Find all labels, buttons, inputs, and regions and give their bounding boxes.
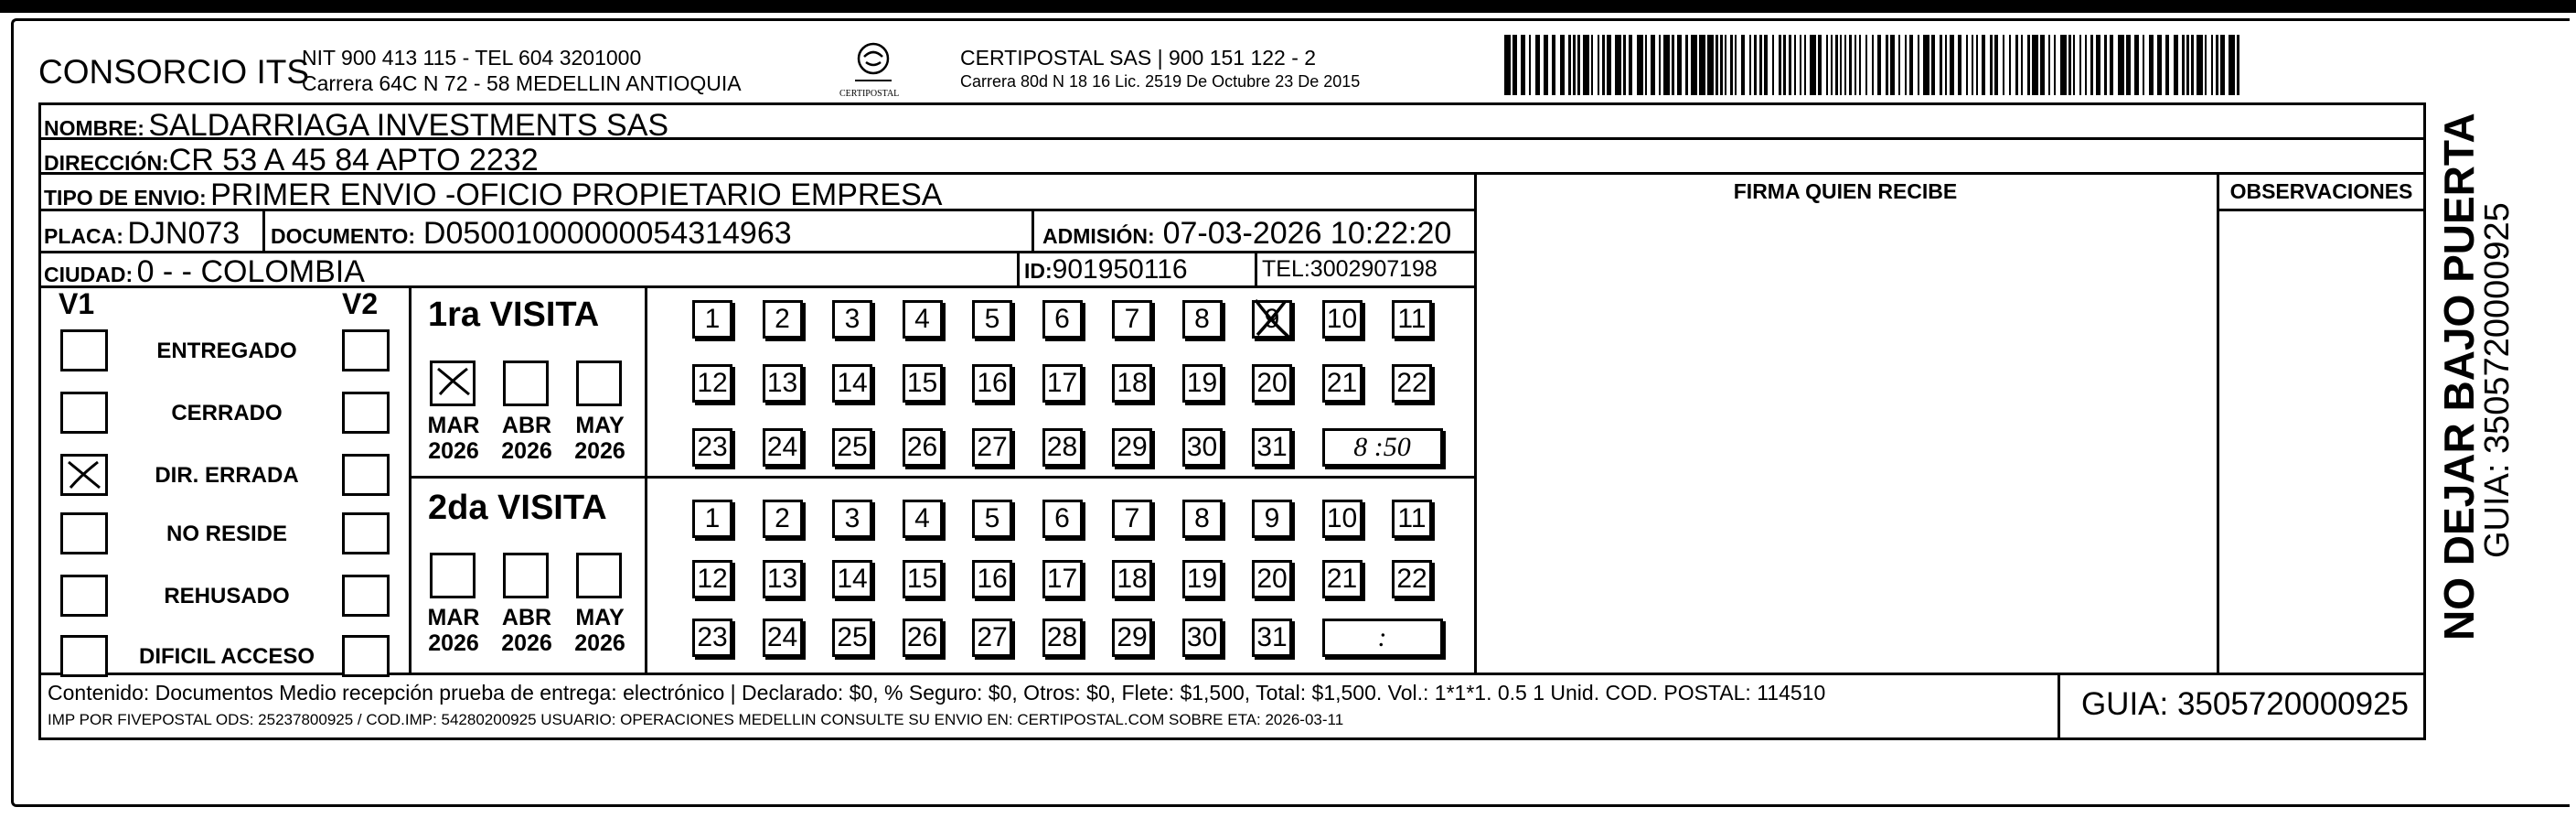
footer-line xyxy=(38,673,2426,675)
ciudad-label: CIUDAD: xyxy=(44,263,134,286)
month-label xyxy=(497,606,556,656)
day-box[interactable]: 3 xyxy=(832,500,872,538)
day-box[interactable]: 7 xyxy=(1112,500,1152,538)
day-box[interactable]: 9 xyxy=(1252,500,1292,538)
visit-separator xyxy=(409,476,1474,479)
v1-checkbox[interactable] xyxy=(60,392,108,434)
day-box[interactable]: 11 xyxy=(1392,500,1432,538)
certipostal-line-2: Carrera 80d N 18 16 Lic. 2519 De Octubre 23 De 2015 xyxy=(960,72,1361,91)
day-box[interactable]: 31 xyxy=(1252,619,1292,657)
month-checkbox[interactable] xyxy=(503,361,549,406)
day-box[interactable]: 7 xyxy=(1112,300,1152,339)
day-box[interactable]: 10 xyxy=(1322,500,1363,538)
day-box[interactable]: 17 xyxy=(1042,560,1083,598)
day-box[interactable]: 2 xyxy=(763,500,803,538)
day-box[interactable]: 12 xyxy=(692,560,732,598)
direccion-row xyxy=(44,145,539,176)
day-box[interactable]: 13 xyxy=(763,364,803,403)
day-box[interactable]: 9 xyxy=(1252,300,1292,339)
tel-divider xyxy=(1255,251,1257,285)
month-year: 2026 xyxy=(501,437,552,464)
placa-value: DJN073 xyxy=(127,216,240,251)
documento-label: DOCUMENTO: xyxy=(271,224,416,248)
ciudad-row xyxy=(44,256,365,287)
placa-row xyxy=(44,218,240,249)
day-box[interactable]: 6 xyxy=(1042,500,1083,538)
day-box[interactable]: 27 xyxy=(972,428,1012,467)
day-box[interactable]: 15 xyxy=(903,560,943,598)
direccion-label: DIRECCIÓN: xyxy=(44,151,169,175)
month-label xyxy=(571,606,629,656)
tel-row xyxy=(1262,258,1438,281)
day-box[interactable]: 10 xyxy=(1322,300,1363,339)
guia-footer-divider xyxy=(2058,673,2060,740)
nombre-row xyxy=(44,110,668,141)
month-name: MAR xyxy=(427,413,480,438)
v1-checkbox[interactable] xyxy=(60,575,108,617)
day-box[interactable]: 1 xyxy=(692,300,732,339)
row-line-3b xyxy=(2217,209,2426,211)
day-box[interactable]: 19 xyxy=(1182,560,1223,598)
tipo-envio-label: TIPO DE ENVIO: xyxy=(44,186,207,210)
id-value: 901950116 xyxy=(1052,254,1188,285)
day-box[interactable]: 5 xyxy=(972,500,1012,538)
day-box[interactable]: 22 xyxy=(1392,364,1432,403)
day-box[interactable]: 2 xyxy=(763,300,803,339)
day-box[interactable]: 26 xyxy=(903,428,943,467)
certipostal-logo-text: CERTIPOSTAL xyxy=(839,89,900,99)
month-days-divider xyxy=(645,285,647,673)
tel-value: 3002907198 xyxy=(1309,256,1438,282)
day-box[interactable]: 21 xyxy=(1322,364,1363,403)
company-nit-tel: NIT 900 413 115 - TEL 604 3201000 xyxy=(302,46,642,70)
month-year: 2026 xyxy=(428,630,479,656)
documento-value: D05001000000054314963 xyxy=(422,216,792,251)
v1-checkbox[interactable] xyxy=(60,635,108,677)
v2-checkbox[interactable] xyxy=(342,635,390,677)
month-year: 2026 xyxy=(501,630,552,656)
barcode xyxy=(1504,35,2245,95)
footer-imp: IMP POR FIVEPOSTAL ODS: 25237800925 / COD.IMP: 54280200925 USUARIO: OPERACIONES MEDELLIN CONSULTE SU ENVIO EN: CERTIPOSTAL.COM SOBRE ETA: 2026-03-11 xyxy=(48,711,1344,728)
month-label xyxy=(571,414,629,464)
day-box[interactable]: 18 xyxy=(1112,364,1152,403)
visita-2-title: 2da VISITA xyxy=(428,489,607,527)
nombre-label: NOMBRE: xyxy=(44,116,144,140)
month-year: 2026 xyxy=(428,437,479,464)
day-box[interactable]: 20 xyxy=(1252,364,1292,403)
top-black-bar xyxy=(0,0,2576,13)
visita-1-title: 1ra VISITA xyxy=(428,296,600,334)
status-label: CERRADO xyxy=(171,401,283,425)
day-box[interactable]: 25 xyxy=(832,428,872,467)
firma-divider xyxy=(1474,172,1477,673)
id-divider xyxy=(1017,251,1020,285)
v1-checkbox[interactable] xyxy=(60,454,108,496)
observaciones-divider xyxy=(2217,172,2219,673)
day-box[interactable]: 12 xyxy=(692,364,732,403)
day-box[interactable]: 20 xyxy=(1252,560,1292,598)
v2-checkbox[interactable] xyxy=(342,329,390,371)
day-box[interactable]: 28 xyxy=(1042,619,1083,657)
day-box[interactable]: 6 xyxy=(1042,300,1083,339)
month-checkbox[interactable] xyxy=(503,553,549,598)
month-checkbox[interactable] xyxy=(430,361,476,406)
admision-label: ADMISIÓN: xyxy=(1042,224,1155,248)
month-checkbox[interactable] xyxy=(430,553,476,598)
day-box[interactable]: 23 xyxy=(692,428,732,467)
admision-row xyxy=(1042,218,1451,249)
month-name: MAY xyxy=(575,413,625,438)
v2-checkbox[interactable] xyxy=(342,575,390,617)
day-box[interactable]: 18 xyxy=(1112,560,1152,598)
certipostal-logo-icon xyxy=(846,40,901,95)
day-box[interactable]: 24 xyxy=(763,619,803,657)
status-label: NO RESIDE xyxy=(166,522,288,546)
day-box[interactable]: 4 xyxy=(903,300,943,339)
day-box[interactable]: 17 xyxy=(1042,364,1083,403)
company-name: CONSORCIO ITS xyxy=(38,53,310,91)
day-box[interactable]: 8 xyxy=(1182,300,1223,339)
tipo-envio-value: PRIMER ENVIO -OFICIO PROPIETARIO EMPRESA xyxy=(210,178,943,212)
month-name: MAY xyxy=(575,605,625,630)
day-box[interactable]: 14 xyxy=(832,560,872,598)
day-box[interactable]: 30 xyxy=(1182,619,1223,657)
day-box[interactable]: 16 xyxy=(972,364,1012,403)
day-box[interactable]: 21 xyxy=(1322,560,1363,598)
observaciones-label: OBSERVACIONES xyxy=(2229,179,2413,203)
v1-checkbox[interactable] xyxy=(60,512,108,554)
day-box[interactable]: 8 xyxy=(1182,500,1223,538)
day-box[interactable]: 11 xyxy=(1392,300,1432,339)
certipostal-line-1: CERTIPOSTAL SAS | 900 151 122 - 2 xyxy=(960,46,1317,70)
day-box[interactable]: 31 xyxy=(1252,428,1292,467)
day-box[interactable]: 19 xyxy=(1182,364,1223,403)
month-label xyxy=(424,606,483,656)
tel-label: TEL: xyxy=(1262,256,1310,282)
firma-quien-recibe-label: FIRMA QUIEN RECIBE xyxy=(1733,179,1958,203)
v2-label: V2 xyxy=(342,287,379,320)
day-box[interactable]: 3 xyxy=(832,300,872,339)
status-label: DIFICIL ACCESO xyxy=(138,644,315,669)
day-box[interactable]: 26 xyxy=(903,619,943,657)
v1-label: V1 xyxy=(59,287,95,320)
month-label xyxy=(497,414,556,464)
nombre-value: SALDARRIAGA INVESTMENTS SAS xyxy=(148,108,669,143)
placa-doc-divider xyxy=(262,209,265,251)
v2-checkbox[interactable] xyxy=(342,454,390,496)
side-guia: GUIA: 3505720000925 xyxy=(2478,202,2517,558)
day-box[interactable]: 29 xyxy=(1112,428,1152,467)
status-label: ENTREGADO xyxy=(156,339,297,363)
month-label xyxy=(424,414,483,464)
company-address: Carrera 64C N 72 - 58 MEDELLIN ANTIOQUIA xyxy=(302,71,742,95)
day-box[interactable]: 15 xyxy=(903,364,943,403)
month-name: MAR xyxy=(427,605,480,630)
footer-contenido: Contenido: Documentos Medio recepción prueba de entrega: electrónico | Declarado: $0, % Seguro: $0, Otros: $0, Flete: $1,500, Total: $1,500. Vol.: 1*1*1. 0.5 1 Unid. COD. POSTAL: 114510 xyxy=(48,681,1826,705)
footer-guia: GUIA: 3505720000925 xyxy=(2080,686,2410,722)
month-year: 2026 xyxy=(574,437,625,464)
status-label: DIR. ERRADA xyxy=(155,463,299,488)
admision-divider xyxy=(1031,209,1034,251)
day-box[interactable]: 1 xyxy=(692,500,732,538)
day-box[interactable]: 30 xyxy=(1182,428,1223,467)
day-box[interactable]: 13 xyxy=(763,560,803,598)
day-box[interactable]: 22 xyxy=(1392,560,1432,598)
day-box[interactable]: 25 xyxy=(832,619,872,657)
ciudad-value: 0 - - COLOMBIA xyxy=(136,254,365,289)
day-box[interactable]: 4 xyxy=(903,500,943,538)
no-dejar-bajo-puerta: NO DEJAR BAJO PUERTA xyxy=(2435,113,2483,640)
day-box[interactable]: 16 xyxy=(972,560,1012,598)
observaciones-area[interactable] xyxy=(2222,212,2421,670)
id-label: ID: xyxy=(1024,259,1053,283)
admision-value: 07-03-2026 10:22:20 xyxy=(1162,216,1452,251)
documento-row xyxy=(271,218,792,249)
day-box[interactable]: 29 xyxy=(1112,619,1152,657)
day-box[interactable]: 27 xyxy=(972,619,1012,657)
row-line-4 xyxy=(38,251,1474,253)
placa-label: PLACA: xyxy=(44,224,123,248)
v2-checkbox[interactable] xyxy=(342,512,390,554)
time-box[interactable]: 8 :50 xyxy=(1322,428,1443,467)
id-row xyxy=(1024,256,1188,284)
v2-checkbox[interactable] xyxy=(342,392,390,434)
time-box[interactable]: : xyxy=(1322,619,1443,657)
v1-checkbox[interactable] xyxy=(60,329,108,371)
day-box[interactable]: 23 xyxy=(692,619,732,657)
day-box[interactable]: 14 xyxy=(832,364,872,403)
day-box[interactable]: 28 xyxy=(1042,428,1083,467)
tipo-envio-row xyxy=(44,179,942,210)
day-box[interactable]: 24 xyxy=(763,428,803,467)
status-label: REHUSADO xyxy=(164,584,290,608)
day-box[interactable]: 5 xyxy=(972,300,1012,339)
direccion-value: CR 53 A 45 84 APTO 2232 xyxy=(168,143,539,178)
month-name: ABR xyxy=(501,605,552,630)
month-year: 2026 xyxy=(574,630,625,656)
month-checkbox[interactable] xyxy=(576,553,622,598)
month-checkbox[interactable] xyxy=(576,361,622,406)
status-visits-divider xyxy=(409,285,412,673)
month-name: ABR xyxy=(501,413,552,438)
firma-area[interactable] xyxy=(1480,212,2211,670)
